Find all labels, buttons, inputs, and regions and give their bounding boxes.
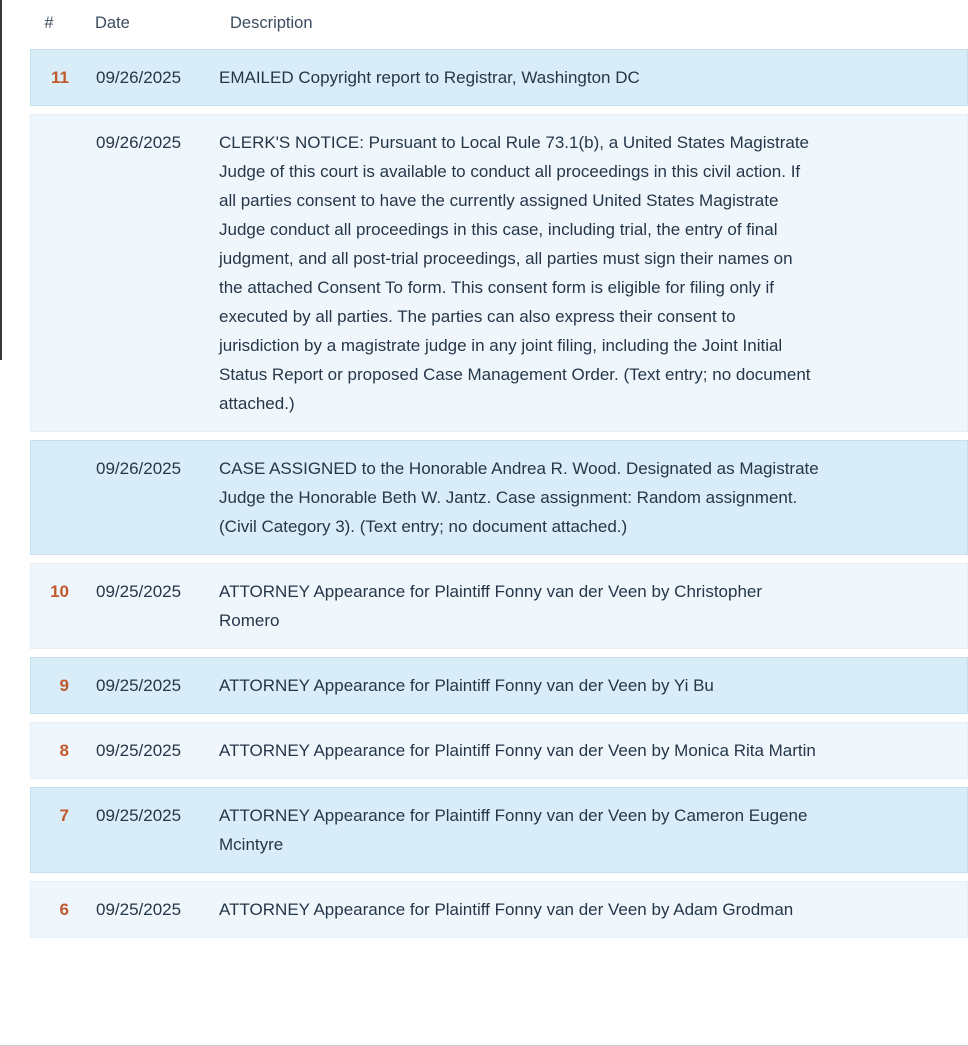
entry-description: ATTORNEY Appearance for Plaintiff Fonny van der Veen by Monica Rita Martin — [219, 741, 816, 760]
entry-date: 09/25/2025 — [96, 676, 182, 695]
entry-description: ATTORNEY Appearance for Plaintiff Fonny van der Veen by Yi Bu — [219, 676, 714, 695]
entry-number[interactable]: 7 — [59, 806, 69, 825]
entry-date: 09/25/2025 — [96, 741, 182, 760]
entry-number[interactable]: 11 — [51, 68, 69, 87]
entry-number[interactable]: 8 — [59, 741, 69, 760]
entry-date: 09/26/2025 — [96, 68, 182, 87]
docket-row — [30, 114, 968, 432]
docket-row — [30, 657, 968, 714]
docket-row — [30, 722, 968, 779]
docket-row — [30, 49, 968, 106]
screenshot-left-edge — [0, 0, 2, 360]
docket-row — [30, 440, 968, 555]
docket-rows — [30, 49, 968, 938]
entry-number[interactable]: 9 — [59, 676, 69, 695]
docket-row — [30, 563, 968, 649]
entry-date: 09/25/2025 — [96, 806, 182, 825]
entry-number[interactable]: 10 — [50, 582, 69, 601]
entry-date: 09/26/2025 — [96, 459, 182, 478]
entry-date: 09/25/2025 — [96, 900, 182, 919]
docket-row — [30, 787, 968, 873]
entry-date: 09/25/2025 — [96, 582, 182, 601]
docket-header-row — [30, 12, 968, 49]
entry-description: CLERK'S NOTICE: Pursuant to Local Rule 73.1(b), a United States Magistrate Judge of this court is available to conduct all proceedings in this civil action. If all parties consent to have the currently assigned United States Magistrate Judge conduct all proceedings in this case, including trial, the entry of final judgment, and all post-trial proceedings, all parties must sign their names on the attached Consent To form. This consent form is eligible for filing only if executed by all parties. The parties can also express their consent to jurisdiction by a magistrate judge in any joint filing, including the Joint Initial Status Report or proposed Case Management Order. (Text entry; no document attached.) — [219, 133, 811, 413]
entry-description: ATTORNEY Appearance for Plaintiff Fonny van der Veen by Cameron Eugene Mcintyre — [219, 806, 808, 854]
header-date-column: Date — [95, 14, 130, 32]
entry-description: ATTORNEY Appearance for Plaintiff Fonny van der Veen by Adam Grodman — [219, 900, 794, 919]
entry-description: ATTORNEY Appearance for Plaintiff Fonny van der Veen by Christopher Romero — [219, 582, 763, 630]
header-description-column: Description — [230, 14, 313, 32]
entry-description: CASE ASSIGNED to the Honorable Andrea R. Wood. Designated as Magistrate Judge the Honorable Beth W. Jantz. Case assignment: Random assignment. (Civil Category 3). (Text entry; no document attached.) — [219, 459, 819, 536]
header-number-column: # — [44, 14, 54, 32]
entry-date: 09/26/2025 — [96, 133, 182, 152]
entry-description: EMAILED Copyright report to Registrar, Washington DC — [219, 68, 640, 87]
entry-number[interactable]: 6 — [59, 900, 69, 919]
docket-row — [30, 881, 968, 938]
